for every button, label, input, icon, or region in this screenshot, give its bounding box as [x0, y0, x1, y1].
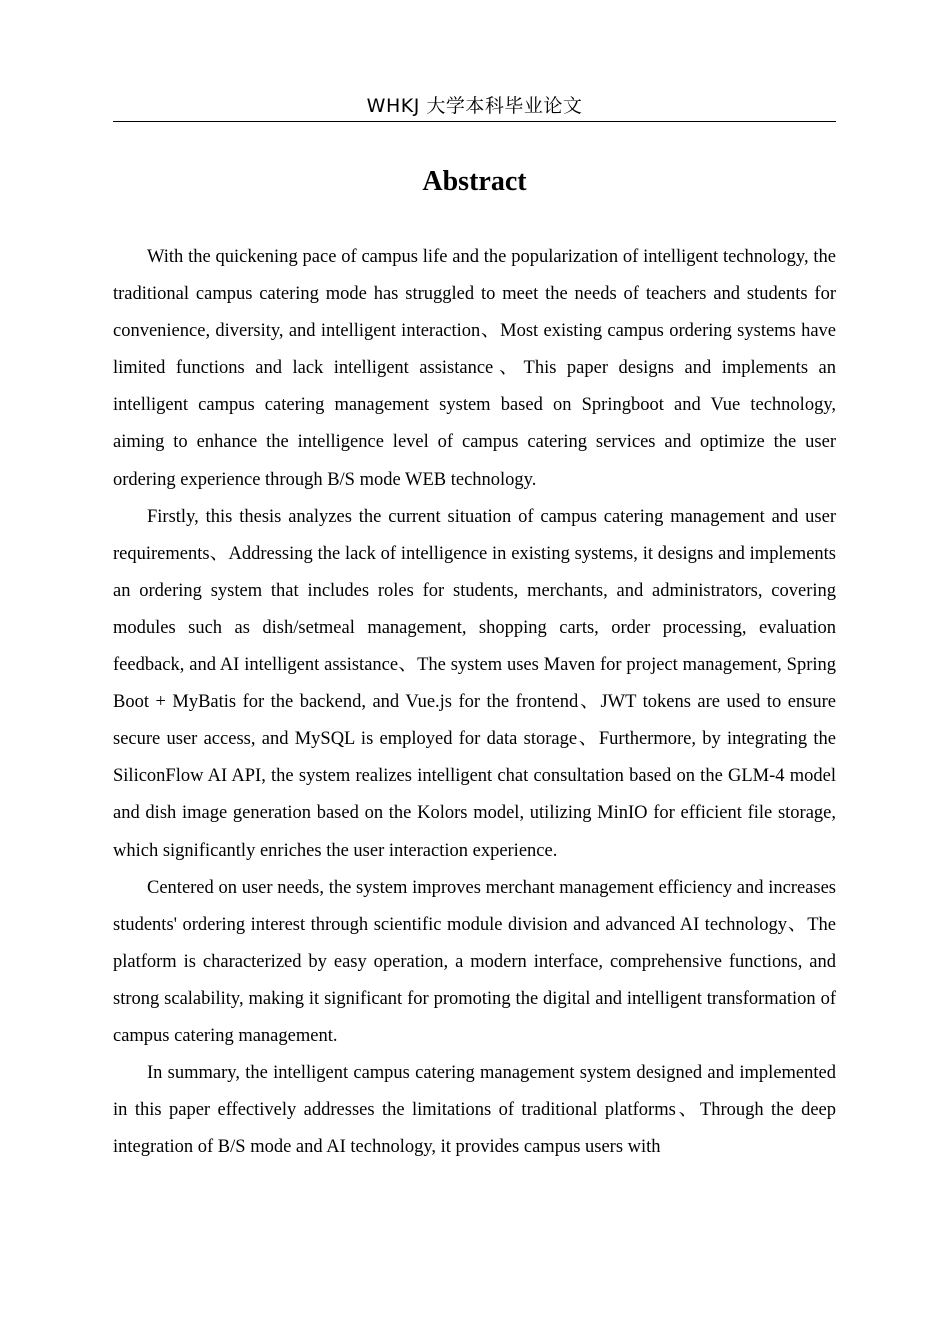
- running-header: WHKJ 大学本科毕业论文: [113, 92, 836, 122]
- abstract-paragraph-4: In summary, the intelligent campus catering management system designed and implemented in this paper effectively addresses the limitations of traditional platforms、Through the deep integration of B/S mode and AI technology, it provides campus users with: [113, 1063, 836, 1158]
- abstract-paragraph-2: Firstly, this thesis analyzes the current situation of campus catering management and user requirements、Addressing the lack of intelligence in existing systems, it designs and implements an ordering system that includes roles for students, merchants, and administrators, covering modules such as dish/setmeal management, shopping carts, order processing, evaluation feedback, and AI intelligent assistance、The system uses Maven for project management, Spring Boot + MyBatis for the backend, and Vue.js for the frontend、JWT tokens are used to ensure secure user access, and MySQL is employed for data storage、Furthermore, by integrating the SiliconFlow AI API, the system realizes intelligent chat consultation based on the GLM-4 model and dish image generation based on the Kolors model, utilizing MinIO for efficient file storage, which significantly enriches the user interaction experience.: [113, 506, 836, 861]
- abstract-body: [113, 239, 836, 1166]
- abstract-paragraph-1: With the quickening pace of campus life and the popularization of intelligent technology, the traditional campus catering mode has struggled to meet the needs of teachers and students for convenience, diversity, and intelligent interaction、Most existing campus ordering systems have limited functions and lack intelligent assistance、This paper designs and implements an intelligent campus catering management system based on Springboot and Vue technology, aiming to enhance the intelligence level of campus catering services and optimize the user ordering experience through B/S mode WEB technology.: [113, 247, 836, 490]
- abstract-paragraph-3: Centered on user needs, the system improves merchant management efficiency and increases students' ordering interest through scientific module division and advanced AI technology、The platform is characterized by easy operation, a modern interface, comprehensive functions, and strong scalability, making it significant for promoting the digital and intelligent transformation of campus catering management.: [113, 877, 836, 1046]
- abstract-title: Abstract: [422, 166, 527, 197]
